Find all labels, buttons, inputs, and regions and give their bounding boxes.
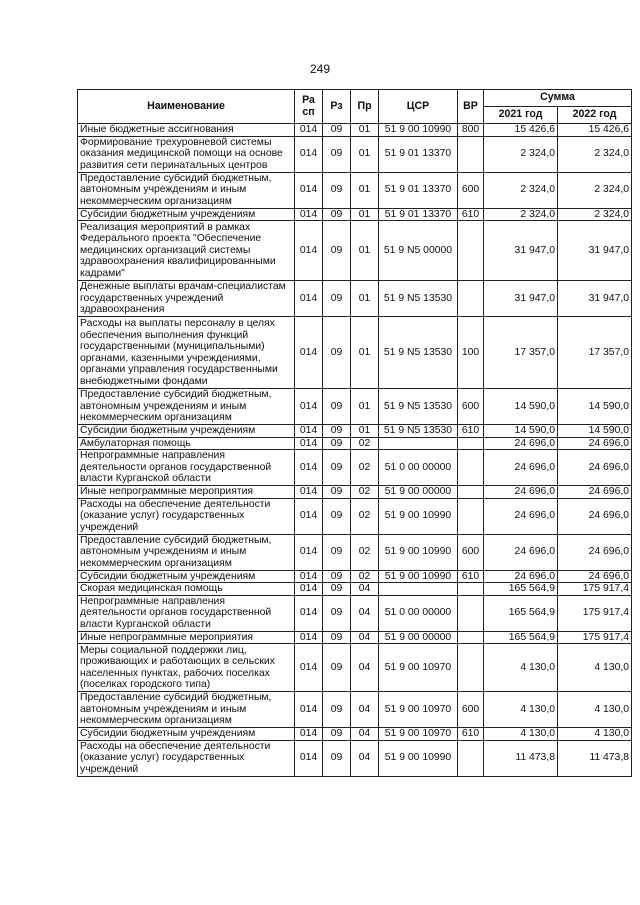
cell-csr: 51 9 00 00000 xyxy=(379,486,458,499)
cell-rz: 09 xyxy=(323,570,351,583)
cell-pr: 01 xyxy=(351,317,379,389)
cell-name: Предоставление субсидий бюджетным, автономным учреждениям и иным некоммерческим организациям xyxy=(78,692,295,728)
table-body xyxy=(78,124,632,777)
cell-y2022: 24 696,0 xyxy=(558,486,632,499)
table-row xyxy=(78,728,632,741)
cell-y2021: 4 130,0 xyxy=(484,692,558,728)
cell-csr: 51 0 00 00000 xyxy=(379,450,458,486)
header-csr: ЦСР xyxy=(379,90,458,124)
cell-rz: 09 xyxy=(323,486,351,499)
table-row xyxy=(78,221,632,281)
table-row xyxy=(78,740,632,776)
cell-vr xyxy=(458,221,484,281)
table-row xyxy=(78,281,632,317)
table-row xyxy=(78,486,632,499)
cell-pr: 01 xyxy=(351,208,379,221)
budget-table xyxy=(77,89,632,777)
cell-y2022: 175 917,4 xyxy=(558,595,632,631)
cell-y2022: 2 324,0 xyxy=(558,136,632,172)
cell-y2022: 4 130,0 xyxy=(558,644,632,692)
cell-rz: 09 xyxy=(323,583,351,596)
cell-rasp: 014 xyxy=(295,692,323,728)
header-2022: 2022 год xyxy=(558,107,632,124)
cell-rz: 09 xyxy=(323,136,351,172)
cell-csr: 51 9 00 10970 xyxy=(379,692,458,728)
table-row xyxy=(78,124,632,137)
cell-rz: 09 xyxy=(323,595,351,631)
header-rasp: Ра сп xyxy=(295,90,323,124)
cell-rz: 09 xyxy=(323,692,351,728)
cell-y2022: 24 696,0 xyxy=(558,437,632,450)
cell-rasp: 014 xyxy=(295,221,323,281)
header-vr: ВР xyxy=(458,90,484,124)
cell-rz: 09 xyxy=(323,124,351,137)
cell-name: Субсидии бюджетным учреждениям xyxy=(78,728,295,741)
cell-rasp: 014 xyxy=(295,570,323,583)
table-row xyxy=(78,136,632,172)
cell-rasp: 014 xyxy=(295,740,323,776)
cell-csr: 51 9 N5 00000 xyxy=(379,221,458,281)
cell-csr: 51 9 00 10990 xyxy=(379,570,458,583)
cell-y2022: 24 696,0 xyxy=(558,534,632,570)
table-row xyxy=(78,631,632,644)
cell-y2021: 11 473,8 xyxy=(484,740,558,776)
cell-rz: 09 xyxy=(323,534,351,570)
cell-y2022: 14 590,0 xyxy=(558,389,632,425)
header-2021: 2021 год xyxy=(484,107,558,124)
cell-vr xyxy=(458,498,484,534)
cell-rz: 09 xyxy=(323,281,351,317)
cell-rasp: 014 xyxy=(295,534,323,570)
cell-vr: 600 xyxy=(458,389,484,425)
cell-y2021: 2 324,0 xyxy=(484,172,558,208)
cell-rz: 09 xyxy=(323,498,351,534)
cell-vr: 600 xyxy=(458,692,484,728)
table-row xyxy=(78,644,632,692)
cell-pr: 01 xyxy=(351,172,379,208)
cell-pr: 04 xyxy=(351,631,379,644)
cell-y2021: 24 696,0 xyxy=(484,450,558,486)
table-row xyxy=(78,317,632,389)
cell-csr: 51 9 01 13370 xyxy=(379,172,458,208)
cell-rz: 09 xyxy=(323,425,351,438)
cell-name: Расходы на обеспечение деятельности (оказание услуг) государственных учреждений xyxy=(78,740,295,776)
cell-vr: 800 xyxy=(458,124,484,137)
cell-pr: 04 xyxy=(351,728,379,741)
cell-pr: 02 xyxy=(351,534,379,570)
cell-rasp: 014 xyxy=(295,172,323,208)
cell-vr xyxy=(458,631,484,644)
table-row xyxy=(78,534,632,570)
cell-vr: 610 xyxy=(458,570,484,583)
cell-rasp: 014 xyxy=(295,486,323,499)
cell-y2021: 24 696,0 xyxy=(484,437,558,450)
cell-y2021: 14 590,0 xyxy=(484,389,558,425)
cell-vr xyxy=(458,437,484,450)
cell-pr: 01 xyxy=(351,221,379,281)
cell-csr: 51 9 N5 13530 xyxy=(379,281,458,317)
cell-pr: 02 xyxy=(351,486,379,499)
cell-name: Непрограммные направления деятельности органов государственной власти Курганской области xyxy=(78,450,295,486)
cell-pr: 01 xyxy=(351,425,379,438)
cell-csr: 51 9 01 13370 xyxy=(379,136,458,172)
cell-rz: 09 xyxy=(323,644,351,692)
header-sum: Сумма xyxy=(484,90,632,107)
cell-rz: 09 xyxy=(323,389,351,425)
cell-name: Иные бюджетные ассигнования xyxy=(78,124,295,137)
cell-vr: 610 xyxy=(458,208,484,221)
cell-rasp: 014 xyxy=(295,425,323,438)
cell-name: Субсидии бюджетным учреждениям xyxy=(78,208,295,221)
header-rz: Рз xyxy=(323,90,351,124)
cell-y2021: 24 696,0 xyxy=(484,486,558,499)
cell-pr: 01 xyxy=(351,281,379,317)
cell-rz: 09 xyxy=(323,317,351,389)
cell-pr: 01 xyxy=(351,124,379,137)
cell-name: Субсидии бюджетным учреждениям xyxy=(78,425,295,438)
cell-y2022: 24 696,0 xyxy=(558,570,632,583)
cell-y2022: 4 130,0 xyxy=(558,692,632,728)
cell-rasp: 014 xyxy=(295,583,323,596)
cell-y2021: 31 947,0 xyxy=(484,281,558,317)
cell-y2022: 11 473,8 xyxy=(558,740,632,776)
cell-pr: 02 xyxy=(351,450,379,486)
cell-csr: 51 9 00 10990 xyxy=(379,740,458,776)
cell-rasp: 014 xyxy=(295,595,323,631)
cell-vr: 600 xyxy=(458,534,484,570)
table-row xyxy=(78,583,632,596)
cell-y2022: 15 426,6 xyxy=(558,124,632,137)
cell-rz: 09 xyxy=(323,450,351,486)
cell-name: Формирование трехуровневой системы оказания медицинской помощи на основе развития сети перинатальных центров xyxy=(78,136,295,172)
cell-vr: 100 xyxy=(458,317,484,389)
cell-rasp: 014 xyxy=(295,317,323,389)
cell-pr: 04 xyxy=(351,740,379,776)
cell-y2022: 2 324,0 xyxy=(558,172,632,208)
cell-name: Предоставление субсидий бюджетным, автономным учреждениям и иным некоммерческим организациям xyxy=(78,389,295,425)
cell-name: Непрограммные направления деятельности органов государственной власти Курганской области xyxy=(78,595,295,631)
cell-csr: 51 9 00 10970 xyxy=(379,644,458,692)
cell-pr: 04 xyxy=(351,583,379,596)
cell-rasp: 014 xyxy=(295,631,323,644)
cell-csr: 51 9 01 13370 xyxy=(379,208,458,221)
cell-pr: 02 xyxy=(351,570,379,583)
cell-y2021: 2 324,0 xyxy=(484,136,558,172)
cell-vr xyxy=(458,740,484,776)
cell-vr xyxy=(458,450,484,486)
table-row xyxy=(78,208,632,221)
cell-pr: 04 xyxy=(351,692,379,728)
cell-y2022: 31 947,0 xyxy=(558,221,632,281)
table-row xyxy=(78,595,632,631)
cell-y2022: 17 357,0 xyxy=(558,317,632,389)
cell-pr: 01 xyxy=(351,136,379,172)
cell-name: Иные непрограммные мероприятия xyxy=(78,486,295,499)
cell-vr: 610 xyxy=(458,728,484,741)
cell-pr: 04 xyxy=(351,644,379,692)
cell-name: Субсидии бюджетным учреждениям xyxy=(78,570,295,583)
cell-rz: 09 xyxy=(323,728,351,741)
header-pr: Пр xyxy=(351,90,379,124)
cell-rz: 09 xyxy=(323,740,351,776)
cell-rasp: 014 xyxy=(295,437,323,450)
cell-y2022: 2 324,0 xyxy=(558,208,632,221)
cell-y2021: 165 564,9 xyxy=(484,583,558,596)
cell-name: Денежные выплаты врачам-специалистам государственных учреждений здравоохранения xyxy=(78,281,295,317)
cell-rasp: 014 xyxy=(295,208,323,221)
cell-csr: 51 0 00 00000 xyxy=(379,595,458,631)
table-row xyxy=(78,692,632,728)
table-header xyxy=(78,90,632,124)
header-name: Наименование xyxy=(78,90,295,124)
cell-y2021: 24 696,0 xyxy=(484,534,558,570)
cell-csr: 51 9 00 10970 xyxy=(379,728,458,741)
cell-rz: 09 xyxy=(323,172,351,208)
cell-pr: 04 xyxy=(351,595,379,631)
cell-y2021: 4 130,0 xyxy=(484,644,558,692)
cell-rasp: 014 xyxy=(295,124,323,137)
cell-rasp: 014 xyxy=(295,728,323,741)
cell-name: Расходы на выплаты персоналу в целях обеспечения выполнения функций государственными (муниципальными) органами, казенными учреждениями, органами управления государственными внебюджетными фондами xyxy=(78,317,295,389)
cell-name: Предоставление субсидий бюджетным, автономным учреждениям и иным некоммерческим организациям xyxy=(78,172,295,208)
table-row xyxy=(78,389,632,425)
page-number: 249 xyxy=(309,62,331,76)
cell-name: Предоставление субсидий бюджетным, автономным учреждениям и иным некоммерческим организациям xyxy=(78,534,295,570)
cell-name: Иные непрограммные мероприятия xyxy=(78,631,295,644)
cell-y2021: 24 696,0 xyxy=(484,570,558,583)
cell-vr xyxy=(458,486,484,499)
cell-name: Расходы на обеспечение деятельности (оказание услуг) государственных учреждений xyxy=(78,498,295,534)
cell-y2021: 15 426,6 xyxy=(484,124,558,137)
table-row xyxy=(78,425,632,438)
cell-y2021: 165 564,9 xyxy=(484,595,558,631)
cell-csr: 51 9 N5 13530 xyxy=(379,425,458,438)
cell-name: Реализация мероприятий в рамках Федерального проекта "Обеспечение медицинских организаций системы здравоохранения квалифицированными кадрами" xyxy=(78,221,295,281)
cell-y2021: 14 590,0 xyxy=(484,425,558,438)
cell-rasp: 014 xyxy=(295,498,323,534)
cell-csr xyxy=(379,583,458,596)
cell-rz: 09 xyxy=(323,631,351,644)
cell-vr xyxy=(458,644,484,692)
cell-csr: 51 9 00 00000 xyxy=(379,631,458,644)
cell-y2022: 175 917,4 xyxy=(558,631,632,644)
cell-pr: 02 xyxy=(351,498,379,534)
cell-rz: 09 xyxy=(323,437,351,450)
cell-rasp: 014 xyxy=(295,389,323,425)
cell-csr: 51 9 N5 13530 xyxy=(379,317,458,389)
cell-rz: 09 xyxy=(323,208,351,221)
cell-rasp: 014 xyxy=(295,136,323,172)
cell-vr: 610 xyxy=(458,425,484,438)
cell-y2022: 14 590,0 xyxy=(558,425,632,438)
cell-y2021: 165 564,9 xyxy=(484,631,558,644)
cell-name: Скорая медицинская помощь xyxy=(78,583,295,596)
cell-y2022: 175 917,4 xyxy=(558,583,632,596)
cell-pr: 01 xyxy=(351,389,379,425)
table-row xyxy=(78,570,632,583)
cell-rz: 09 xyxy=(323,221,351,281)
cell-csr: 51 9 00 10990 xyxy=(379,124,458,137)
table-row xyxy=(78,498,632,534)
cell-rasp: 014 xyxy=(295,281,323,317)
table-row xyxy=(78,450,632,486)
cell-rasp: 014 xyxy=(295,644,323,692)
table-row xyxy=(78,172,632,208)
cell-rasp: 014 xyxy=(295,450,323,486)
cell-y2022: 31 947,0 xyxy=(558,281,632,317)
cell-y2021: 31 947,0 xyxy=(484,221,558,281)
cell-y2021: 17 357,0 xyxy=(484,317,558,389)
cell-vr xyxy=(458,136,484,172)
cell-vr: 600 xyxy=(458,172,484,208)
cell-csr xyxy=(379,437,458,450)
cell-vr xyxy=(458,583,484,596)
cell-name: Амбулаторная помощь xyxy=(78,437,295,450)
cell-y2022: 24 696,0 xyxy=(558,450,632,486)
cell-y2021: 4 130,0 xyxy=(484,728,558,741)
cell-csr: 51 9 N5 13530 xyxy=(379,389,458,425)
cell-vr xyxy=(458,281,484,317)
cell-name: Меры социальной поддержки лиц, проживающих и работающих в сельских населенных пунктах, рабочих поселках (поселках городского типа) xyxy=(78,644,295,692)
cell-y2022: 4 130,0 xyxy=(558,728,632,741)
table-row xyxy=(78,437,632,450)
cell-csr: 51 9 00 10990 xyxy=(379,534,458,570)
cell-y2021: 24 696,0 xyxy=(484,498,558,534)
cell-pr: 02 xyxy=(351,437,379,450)
cell-vr xyxy=(458,595,484,631)
cell-csr: 51 9 00 10990 xyxy=(379,498,458,534)
cell-y2022: 24 696,0 xyxy=(558,498,632,534)
cell-y2021: 2 324,0 xyxy=(484,208,558,221)
